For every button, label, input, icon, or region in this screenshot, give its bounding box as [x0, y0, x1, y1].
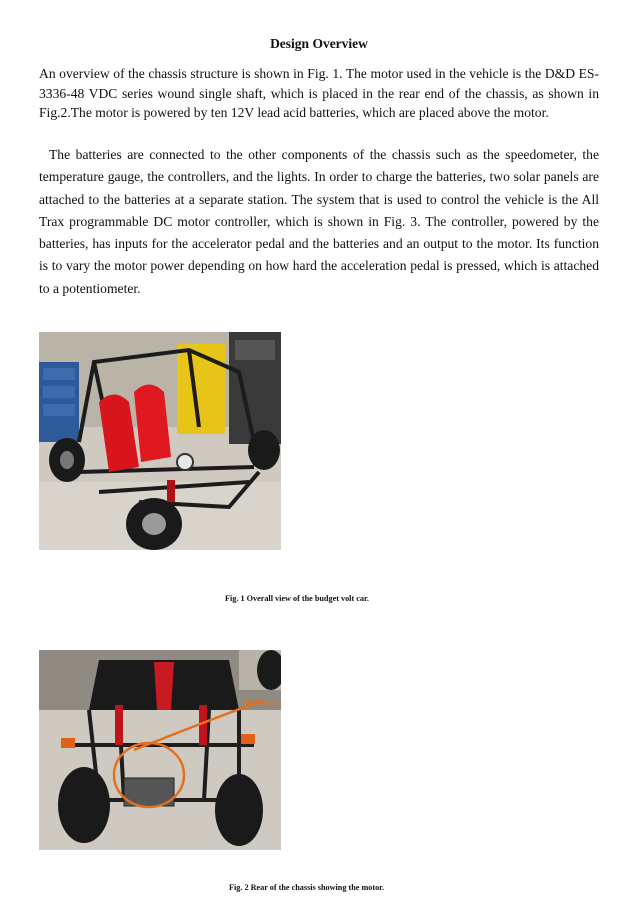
figure-2-batteries-label: Batteries — [245, 699, 280, 708]
figure-1-caption: Fig. 1 Overall view of the budget volt car. — [225, 594, 369, 603]
paragraph-2: The batteries are connected to the other components of the chassis such as the speedometer, the temperature gauge, the controllers, and the lights. In order to charge the batteries, two solar panels are attached to the batteries at a separate station. The system that is used to control the vehicle is the All Trax programmable DC motor controller, which is shown in Fig. 3. The controller, powered by the batteries, has inputs for the accelerator pedal and the batteries and an output to the motor. Its function is to vary the motor power depending on how hard the acceleration pedal is pressed, which is attached to a potentiometer. — [39, 147, 599, 296]
paragraph-1: An overview of the chassis structure is shown in Fig. 1. The motor used in the vehicle is the D&D ES-3336-48 VDC series wound single shaft, which is placed in the rear end of the chassis, as shown in Fig.2.The motor is powered by ten 12V lead acid batteries, which are placed above the motor. — [39, 66, 599, 120]
figure-2-caption: Fig. 2 Rear of the chassis showing the motor. — [229, 883, 385, 892]
figure-2-photo — [39, 650, 281, 850]
page-title: Design Overview — [270, 36, 368, 51]
figure-1-photo — [39, 332, 281, 550]
